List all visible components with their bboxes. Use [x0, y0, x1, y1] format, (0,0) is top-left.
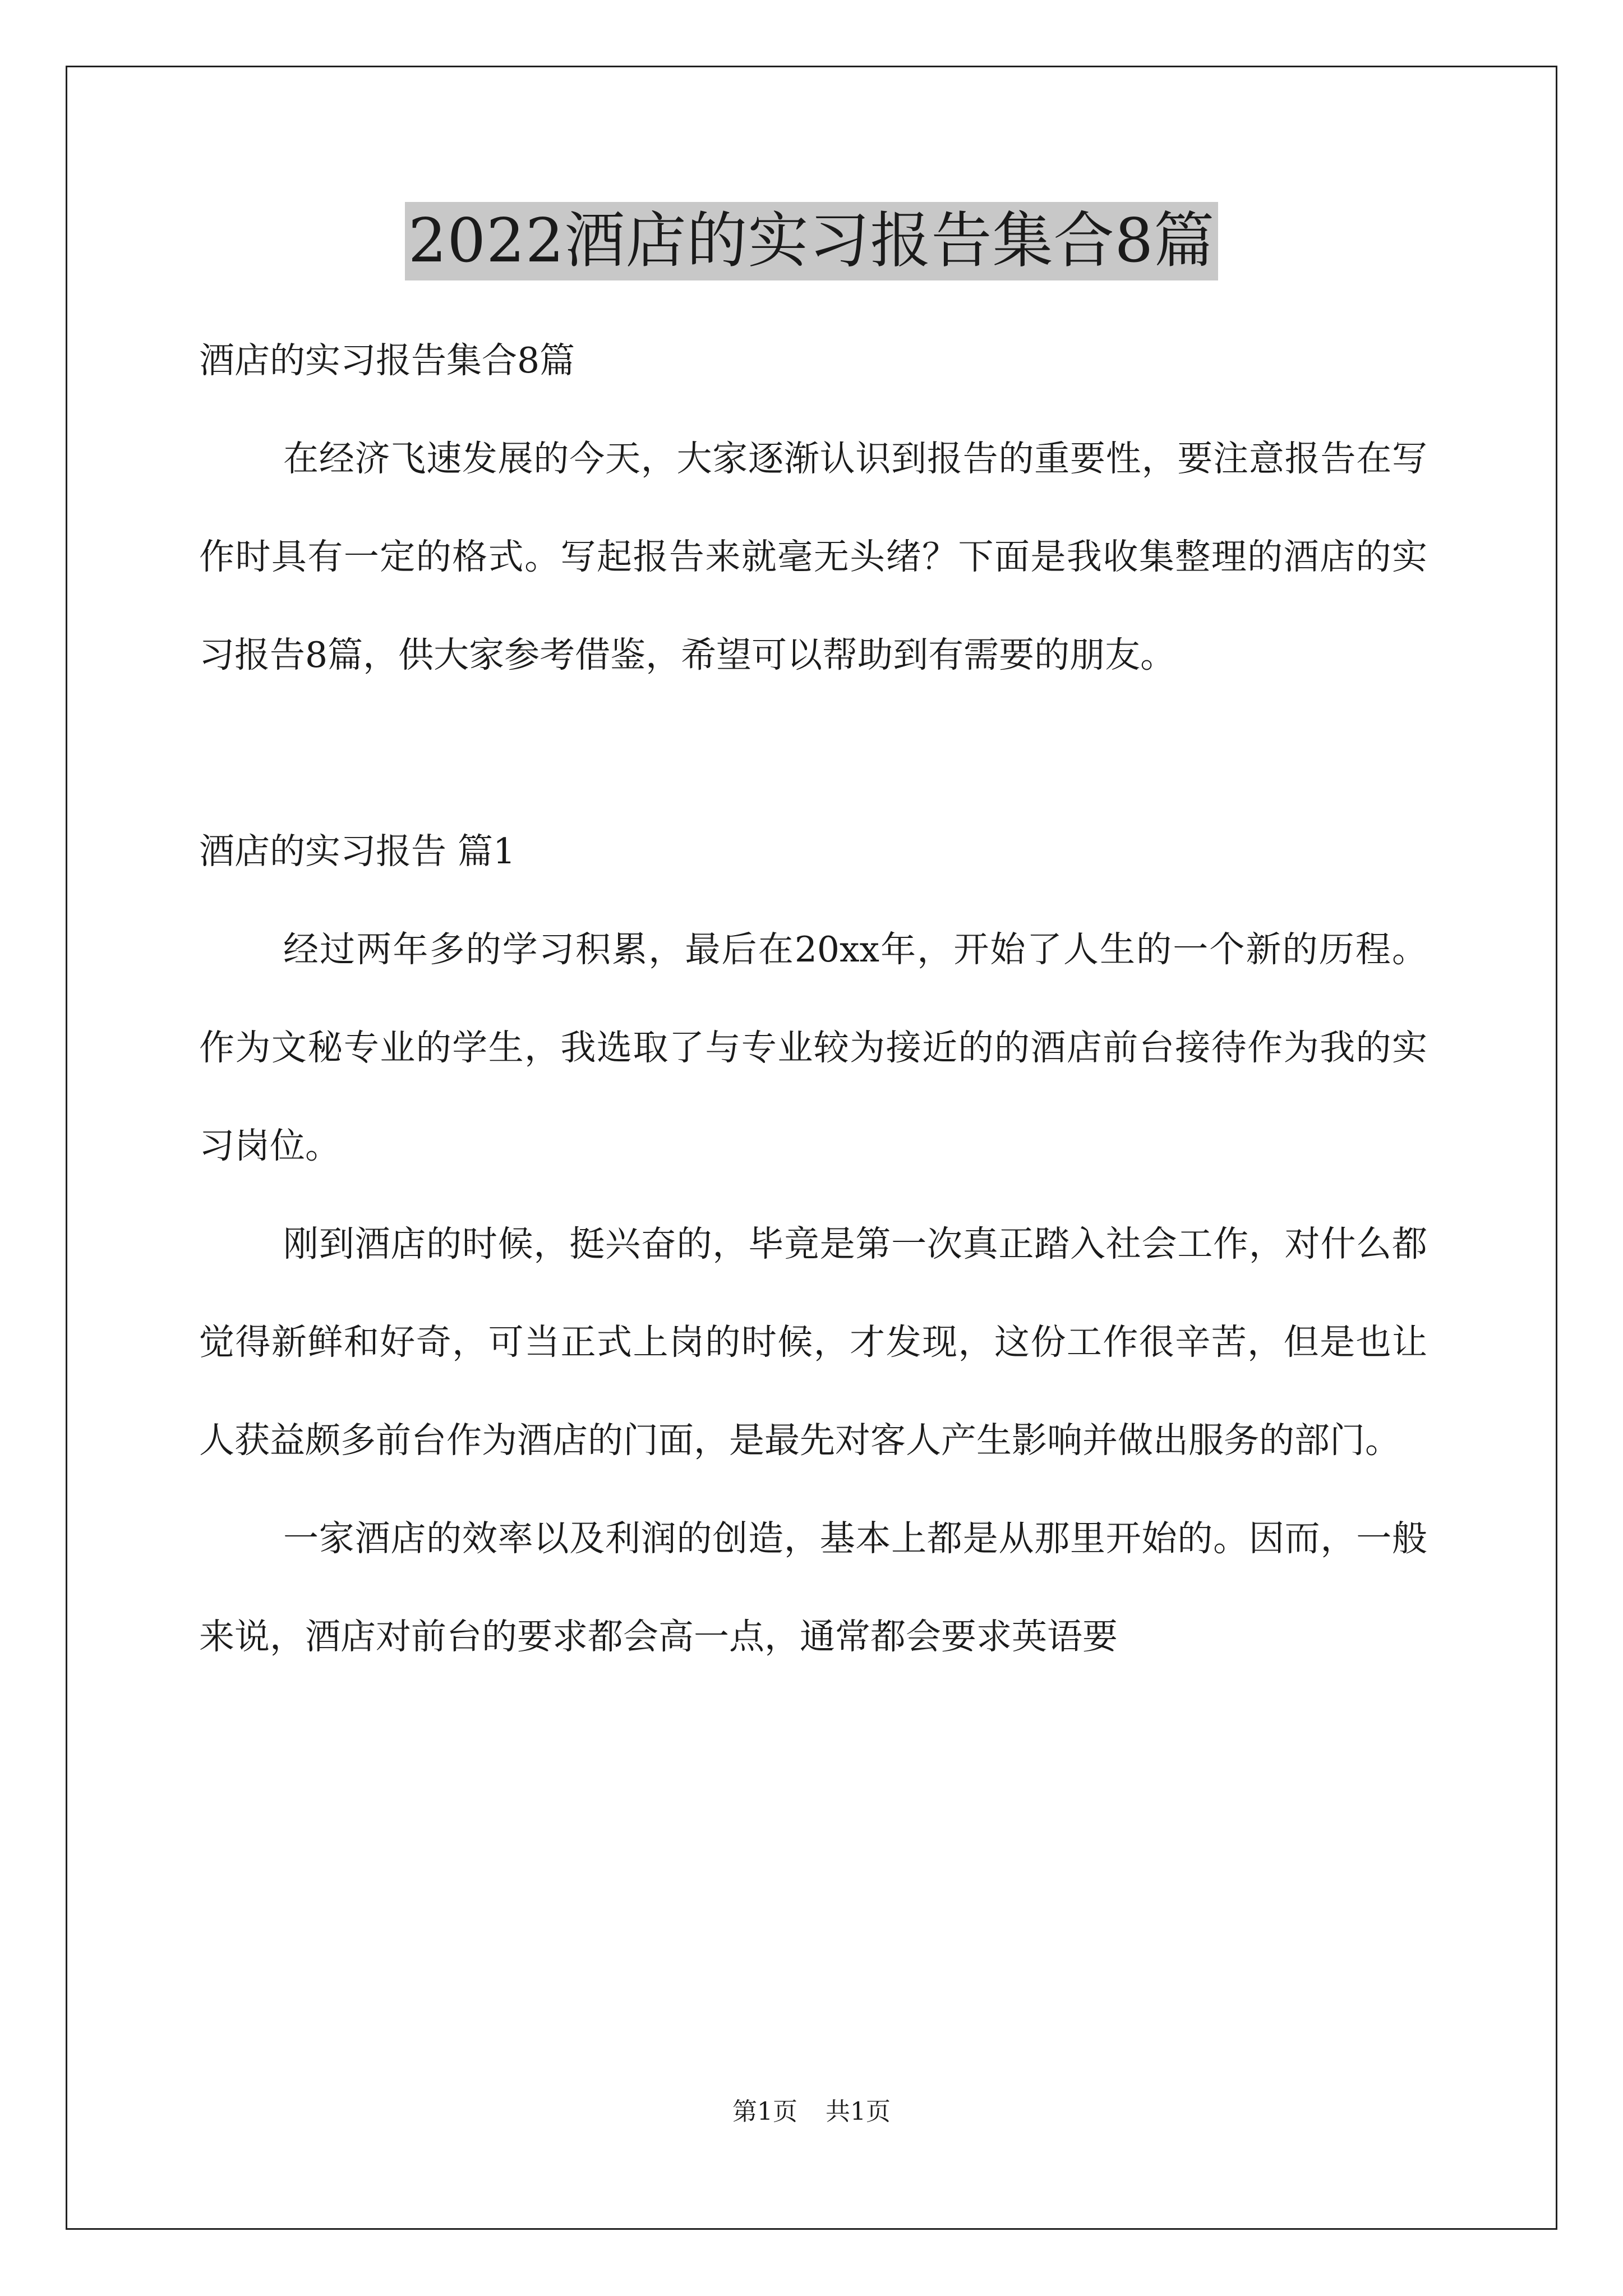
- document-title: 2022酒店的实习报告集合8篇: [405, 202, 1219, 280]
- document-subtitle: 酒店的实习报告集合8篇: [199, 340, 575, 381]
- document-body: [199, 311, 1427, 1686]
- title-container: [0, 202, 1623, 280]
- page-footer: [0, 2095, 1623, 2129]
- intro-paragraph: 在经济飞速发展的今天，大家逐渐认识到报告的重要性，要注意报告在写作时具有一定的格式。写起报告来就毫无头绪？下面是我收集整理的酒店的实习报告8篇，供大家参考借鉴，希望可以帮助到有需要的朋友。: [199, 438, 1427, 675]
- section-heading: 酒店的实习报告 篇1: [199, 831, 516, 872]
- section-gap: [199, 704, 1427, 802]
- page-total: 共1页: [826, 2097, 891, 2126]
- body-paragraph: 经过两年多的学习积累，最后在20xx年，开始了人生的一个新的历程。作为文秘专业的学生，我选取了与专业较为接近的的酒店前台接待作为我的实习岗位。: [199, 929, 1427, 1166]
- body-paragraph: 一家酒店的效率以及利润的创造，基本上都是从那里开始的。因而，一般来说，酒店对前台的要求都会高一点，通常都会要求英语要: [199, 1518, 1427, 1657]
- body-paragraph: 刚到酒店的时候，挺兴奋的，毕竟是第一次真正踏入社会工作，对什么都觉得新鲜和好奇，可当正式上岗的时候，才发现，这份工作很辛苦，但是也让人获益颇多前台作为酒店的门面，是最先对客人产生影响并做出服务的部门。: [199, 1223, 1427, 1461]
- page-number: 第1页: [732, 2097, 797, 2126]
